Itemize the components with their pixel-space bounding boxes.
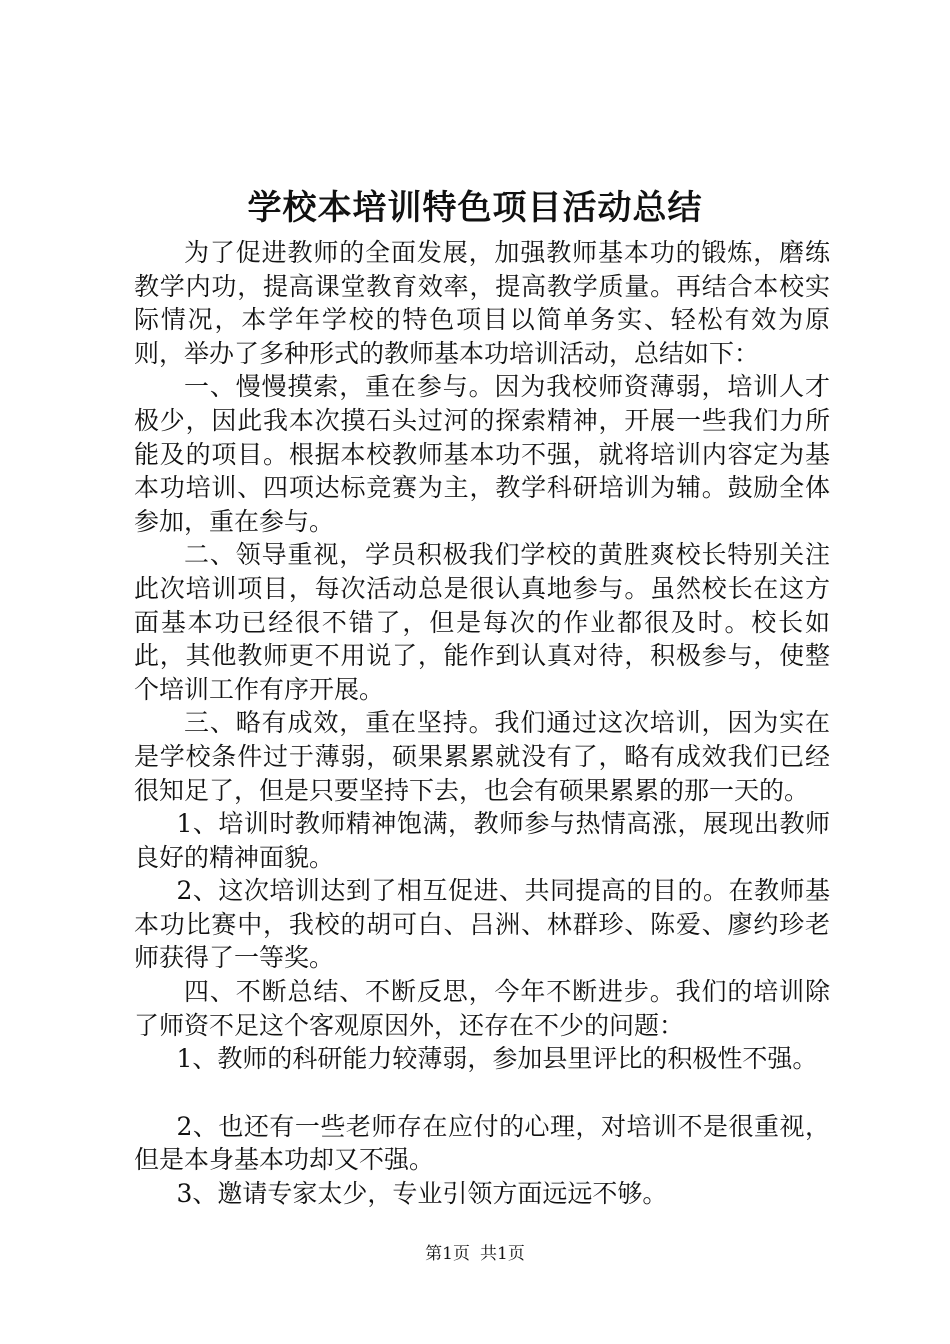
paragraph-result-2: 2、这次培训达到了相互促进、共同提高的目的。在教师基本功比赛中，我校的胡可白、吕洲、林群珍、陈爱、廖约珍老师获得了一等奖。 — [134, 876, 830, 973]
paragraph-problem-2: 2、也还有一些老师存在应付的心理，对培训不是很重视，但是本身基本功却又不强。 — [134, 1111, 830, 1175]
paragraph-intro: 为了促进教师的全面发展，加强教师基本功的锻炼，磨练教学内功，提高课堂教育效率，提高教学质量。再结合本校实际情况，本学年学校的特色项目以简单务实、轻松有效为原则，举办了多种形式的教师基本功培训活动，总结如下： — [134, 238, 830, 368]
page-number: 第1页 — [425, 1244, 470, 1264]
paragraph-result-1: 1、培训时教师精神饱满，教师参与热情高涨，展现出教师良好的精神面貌。 — [134, 809, 830, 872]
paragraph-problem-3: 3、邀请专家太少，专业引领方面远远不够。 — [176, 1179, 668, 1209]
paragraph-section-1: 一、慢慢摸索，重在参与。因为我校师资薄弱，培训人才极少，因此我本次摸石头过河的探索精神，开展一些我们力所能及的项目。根据本校教师基本功不强，就将培训内容定为基本功培训、四项达标竞赛为主，教学科研培训为辅。鼓励全体参加，重在参与。 — [134, 372, 830, 536]
page-total: 共1页 — [480, 1244, 525, 1264]
paragraph-problem-1: 1、教师的科研能力较薄弱，参加县里评比的积极性不强。 — [176, 1044, 818, 1074]
paragraph-section-3: 三、略有成效，重在坚持。我们通过这次培训，因为实在是学校条件过于薄弱，硕果累累就没有了，略有成效我们已经很知足了，但是只要坚持下去，也会有硕果累累的那一天的。 — [134, 708, 830, 805]
document-body — [134, 236, 830, 1211]
page-footer — [0, 1240, 950, 1268]
paragraph-section-2: 二、领导重视，学员积极我们学校的黄胜爽校长特别关注此次培训项目，每次活动总是很认真地参与。虽然校长在这方面基本功已经很不错了，但是每次的作业都很及时。校长如此，其他教师更不用说了，能作到认真对待，积极参与，使整个培训工作有序开展。 — [134, 540, 830, 704]
document-title: 学校本培训特色项目活动总结 — [247, 188, 703, 228]
paragraph-section-4: 四、不断总结、不断反思，今年不断进步。我们的培训除了师资不足这个客观原因外，还存在不少的问题： — [134, 977, 830, 1040]
